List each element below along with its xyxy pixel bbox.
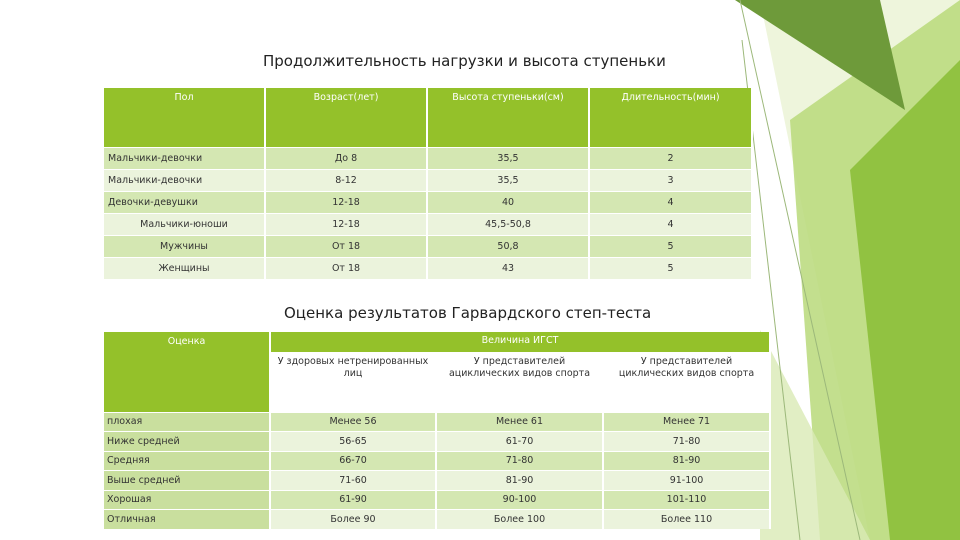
cell-cyclic: Более 110	[603, 510, 770, 530]
cell-step-height: 40	[427, 191, 589, 213]
cell-acyclic: Менее 61	[436, 412, 603, 432]
cell-untrained: 71-60	[270, 471, 436, 491]
cell-step-height: 35,5	[427, 147, 589, 169]
cell-cyclic: Менее 71	[603, 412, 770, 432]
step-height-table	[104, 88, 753, 279]
cell-grade: Хорошая	[104, 490, 270, 510]
cell-sex: Мужчины	[104, 235, 265, 257]
cell-step-height: 43	[427, 257, 589, 279]
cell-untrained: 56-65	[270, 432, 436, 452]
subheader-acyclic: У представителей ациклических видов спорта	[436, 352, 603, 412]
cell-sex: Мальчики-девочки	[104, 169, 265, 191]
table-row	[104, 451, 770, 471]
table-row	[104, 432, 770, 452]
cell-step-height: 50,8	[427, 235, 589, 257]
cell-acyclic: 81-90	[436, 471, 603, 491]
table-row	[104, 510, 770, 530]
cell-age: 12-18	[265, 213, 427, 235]
table-row	[104, 169, 752, 191]
cell-step-height: 35,5	[427, 169, 589, 191]
cell-acyclic: Более 100	[436, 510, 603, 530]
table-row	[104, 191, 752, 213]
cell-grade: Ниже средней	[104, 432, 270, 452]
table2-header-row	[104, 332, 770, 352]
cell-age: От 18	[265, 235, 427, 257]
cell-duration: 5	[589, 257, 752, 279]
table1-title: Продолжительность нагрузки и высота ступеньки	[263, 52, 666, 70]
harvard-step-test-table	[104, 332, 771, 529]
cell-untrained: 66-70	[270, 451, 436, 471]
cell-age: 12-18	[265, 191, 427, 213]
cell-acyclic: 61-70	[436, 432, 603, 452]
cell-grade: Выше средней	[104, 471, 270, 491]
table-row	[104, 235, 752, 257]
table-row	[104, 257, 752, 279]
table2-title: Оценка результатов Гарвардского степ-теста	[284, 304, 652, 322]
header-step-height: Высота ступеньки(см)	[427, 88, 589, 147]
table1-header-row	[104, 88, 752, 147]
header-igst-value: Величина ИГСТ	[270, 332, 770, 352]
cell-duration: 4	[589, 213, 752, 235]
table-row	[104, 471, 770, 491]
cell-sex: Мальчики-девочки	[104, 147, 265, 169]
cell-duration: 5	[589, 235, 752, 257]
cell-age: От 18	[265, 257, 427, 279]
cell-sex: Женщины	[104, 257, 265, 279]
table-row	[104, 147, 752, 169]
cell-untrained: Менее 56	[270, 412, 436, 432]
cell-grade: Отличная	[104, 510, 270, 530]
cell-cyclic: 101-110	[603, 490, 770, 510]
cell-step-height: 45,5-50,8	[427, 213, 589, 235]
header-grade: Оценка	[104, 332, 270, 412]
cell-sex: Мальчики-юноши	[104, 213, 265, 235]
cell-cyclic: 91-100	[603, 471, 770, 491]
cell-untrained: Более 90	[270, 510, 436, 530]
cell-duration: 4	[589, 191, 752, 213]
cell-duration: 3	[589, 169, 752, 191]
table-row	[104, 412, 770, 432]
cell-cyclic: 81-90	[603, 451, 770, 471]
cell-duration: 2	[589, 147, 752, 169]
header-duration: Длительность(мин)	[589, 88, 752, 147]
cell-cyclic: 71-80	[603, 432, 770, 452]
table-row	[104, 490, 770, 510]
subheader-cyclic: У представителей циклических видов спорта	[603, 352, 770, 412]
cell-acyclic: 90-100	[436, 490, 603, 510]
cell-untrained: 61-90	[270, 490, 436, 510]
table-row	[104, 213, 752, 235]
header-age: Возраст(лет)	[265, 88, 427, 147]
cell-grade: плохая	[104, 412, 270, 432]
subheader-untrained: У здоровых нетренированных лиц	[270, 352, 436, 412]
cell-sex: Девочки-девушки	[104, 191, 265, 213]
cell-age: 8-12	[265, 169, 427, 191]
cell-grade: Средняя	[104, 451, 270, 471]
header-sex: Пол	[104, 88, 265, 147]
cell-age: До 8	[265, 147, 427, 169]
cell-acyclic: 71-80	[436, 451, 603, 471]
